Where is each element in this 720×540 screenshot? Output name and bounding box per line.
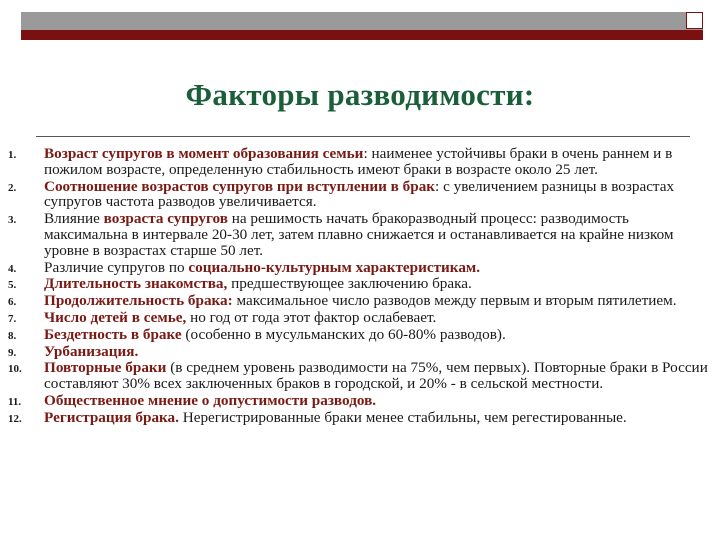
item-text [44,146,710,178]
item-rest: Нерегистрированные браки менее стабильны, чем регестированные. [178,408,627,426]
item-text [44,179,710,211]
item-text [44,393,710,409]
item-highlight: Бездетность в браке [44,325,182,343]
item-text [44,410,710,426]
item-number: 10. [8,363,22,376]
item-number: 9. [8,346,17,359]
item-number: 5. [8,279,17,292]
item-number: 2. [8,181,17,194]
list-item [0,410,720,426]
list-item [0,293,720,309]
item-number: 1. [8,149,17,161]
item-rest: (в среднем уровень разводимости на 75%, чем первых). Повторные браки в России составляют 30% всех заключенных браков в городской, и 20% - в сельской местности. [44,359,708,393]
item-highlight: Длительность знакомства, [44,275,228,293]
item-prefix: Влияние [44,210,104,228]
factors-list [0,146,720,426]
item-number: 11. [8,395,22,408]
item-text [44,211,710,258]
item-text [44,360,710,392]
item-text [44,327,710,343]
item-rest: : наименее устойчивы браки в очень раннем и в пожилом возрасте, определенную стабильность имеют браки в возрасте около 25 лет. [44,145,673,178]
list-item [0,360,720,392]
item-rest: максимальное число разводов между первым и вторым пятилетием. [232,292,677,310]
item-number: 12. [8,412,22,425]
item-highlight: Регистрация брака. [44,408,179,426]
item-highlight: Число детей в семье, [44,308,187,326]
item-highlight: Урбанизация. [44,342,139,360]
list-item [0,179,720,211]
item-highlight: Соотношение возрастов супругов при вступлении в брак [44,177,436,195]
item-prefix: Различие супругов по [44,258,189,276]
item-number: 8. [8,329,17,342]
slide-title: Факторы разводимости: [185,77,535,112]
item-rest: на решимость начать бракоразводный процесс: разводимость максимальна в интервале 20-30 лет, затем плавно снижается и останавливается на крайне низком уровне в возрастах старше 50 лет. [44,210,674,259]
item-highlight: социально-культурным характеристикам. [188,258,481,276]
item-number: 4. [8,262,17,275]
item-rest: : с увеличением разницы в возрастах супругов частота разводов увеличивается. [44,177,675,211]
list-item [0,146,720,178]
item-text [44,310,710,326]
header-bar-gray [21,12,703,30]
list-item [0,211,720,258]
item-number: 7. [8,312,17,325]
list-item [0,260,720,276]
item-highlight: Возраст супругов в момент образования семьи [44,145,364,162]
item-highlight: возраста супругов [103,210,228,228]
item-rest: предшествующее заключению брака. [227,275,472,293]
item-text [44,293,710,309]
title-divider [36,136,690,137]
item-number: 3. [8,214,17,227]
item-highlight: Продолжительность брака: [44,292,233,310]
list-item [0,310,720,326]
header-square-decoration [686,12,703,29]
item-highlight: Общественное мнение о допустимости разводов. [44,391,377,409]
item-text [44,344,710,360]
item-text [44,260,710,276]
item-rest: но год от года этот фактор ослабевает. [186,308,437,326]
item-highlight: Повторные браки [44,359,167,377]
list-item [0,393,720,409]
list-item [0,276,720,292]
item-rest: (особенно в мусульманских до 60-80% разводов). [181,325,506,343]
header-bar-red [21,30,703,40]
list-item [0,327,720,343]
item-number: 6. [8,296,17,309]
item-text [44,276,710,292]
list-item [0,344,720,360]
